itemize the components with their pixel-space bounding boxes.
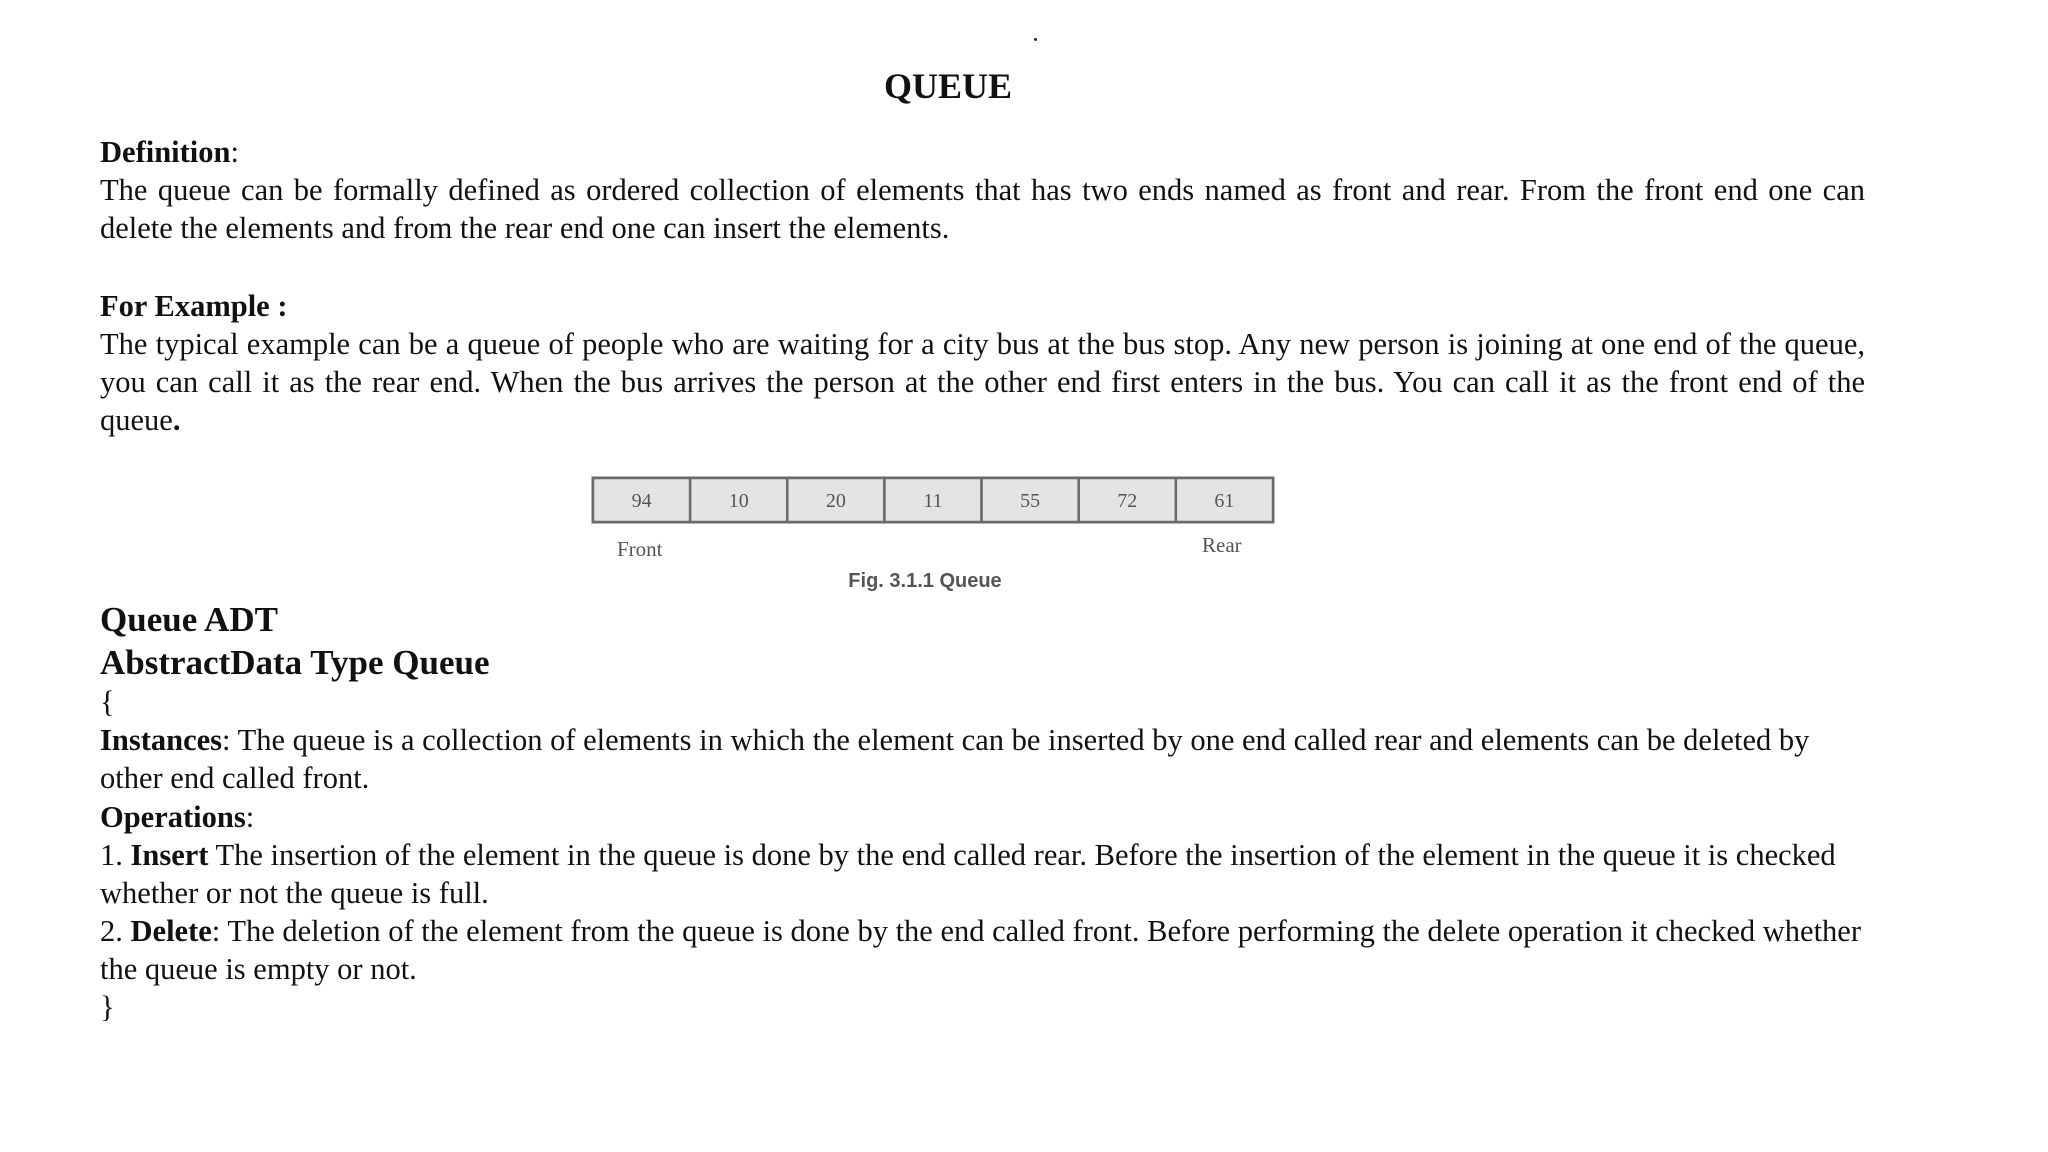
definition-heading: Definition bbox=[100, 135, 231, 169]
operation-delete bbox=[100, 912, 1865, 988]
rear-label: Rear bbox=[1202, 533, 1242, 557]
example-body: The typical example can be a queue of people who are waiting for a city bus at the bus stop. Any new person is joining at one end of the queue, you can call it as the rear end. When the bus arrives the person at the other end first enters in the bus. You can call it as the front end of the queue bbox=[100, 327, 1865, 437]
definition-heading-line bbox=[100, 133, 1865, 171]
adt-heading: Queue ADT bbox=[100, 600, 278, 639]
adt-open-brace: { bbox=[100, 685, 115, 719]
queue-cell-value: 10 bbox=[728, 490, 749, 512]
op1-text: The insertion of the element in the queue is done by the end called rear. Before the insertion of the element in the queue it is checked whether or not the queue is full. bbox=[100, 838, 1836, 910]
stray-dot bbox=[1034, 38, 1037, 41]
adt-close-brace: } bbox=[100, 990, 115, 1024]
front-label: Front bbox=[617, 537, 663, 561]
queue-figure bbox=[575, 462, 1275, 612]
example-end-mark: . bbox=[172, 403, 181, 437]
operations-colon: : bbox=[245, 800, 255, 834]
example-text bbox=[100, 325, 1865, 439]
queue-cell-value: 72 bbox=[1117, 490, 1138, 512]
operations-label: Operations bbox=[100, 800, 246, 834]
instances-text: : The queue is a collection of elements in which the element can be inserted by one end called rear and elements can be deleted by other end called front. bbox=[100, 723, 1810, 795]
example-heading: For Example : bbox=[100, 289, 288, 323]
instances-paragraph bbox=[100, 721, 1865, 797]
definition-text: The queue can be formally defined as ordered collection of elements that has two ends named as front and rear. From the front end one can delete the elements and from the rear end one can insert the elements. bbox=[100, 173, 1865, 245]
op2-label: Delete bbox=[130, 914, 212, 948]
op2-text: : The deletion of the element from the queue is done by the end called front. Before performing the delete operation it checked whether the queue is empty or not. bbox=[100, 914, 1861, 986]
op1-number: 1. bbox=[100, 838, 131, 872]
queue-cell-value: 20 bbox=[825, 490, 846, 512]
queue-cell-value: 11 bbox=[923, 490, 943, 512]
queue-cell-value: 55 bbox=[1020, 490, 1041, 512]
op1-label: Insert bbox=[130, 838, 209, 872]
op2-number: 2. bbox=[100, 914, 131, 948]
instances-label: Instances bbox=[100, 723, 223, 757]
adt-subheading: AbstractData Type Queue bbox=[100, 643, 490, 682]
operations-heading-line bbox=[100, 798, 1865, 836]
operation-insert bbox=[100, 836, 1865, 912]
page-title: QUEUE bbox=[883, 66, 1013, 106]
queue-cell-value: 61 bbox=[1214, 490, 1235, 512]
figure-caption: Fig. 3.1.1 Queue bbox=[848, 570, 1002, 592]
queue-cells bbox=[593, 478, 1273, 522]
definition-colon: : bbox=[230, 135, 239, 169]
queue-cell-value: 94 bbox=[631, 490, 652, 512]
